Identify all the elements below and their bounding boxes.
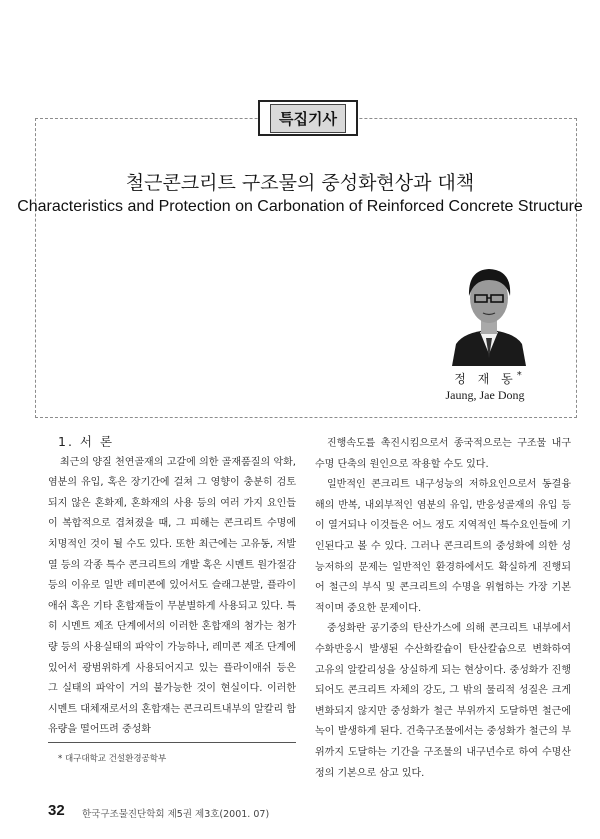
author-name-korean [430,370,550,387]
body-paragraph: 진행속도를 촉진시킴으로서 종국적으로는 구조물 내구수명 단축의 원인으로 작용할 수도 있다. [315,438,571,470]
body-paragraph: 중성화란 공기중의 탄산가스에 의해 콘크리트 내부에서 수화반응시 발생된 수산화칼슘이 탄산칼슘으로 변화하여 고유의 알칼리성을 상실하게 되는 현상이다. 중성화가 진행되어도 콘크리트 자체의 강도, 그 밖의 물리적 성질은 크게 변화되지 않지만 중성화가 철근 부위까지 도달하면 철근에 녹이 발생하게 된다. 건축구조물에서는 중성화가 철근의 부위까지 도달하는 기간을 구조물의 내구년수로 하여 수명산정의 기본으로 삼고 있다. [315,623,571,779]
author-name-korean-text: 정 재 동 [454,372,517,386]
footnote-divider [48,742,296,743]
footnote: * 대구대학교 건설환경공학부 [58,754,167,764]
body-paragraph: 최근의 양질 천연골재의 고갈에 의한 골재품질의 악화, 염분의 유입, 혹은 장기간에 걸쳐 그 영향이 충분히 검토되지 않은 혼화제, 혼화재의 사용 등의 여러 가지 요인들이 복합적으로 겹쳐졌을 때, 그 피해는 콘크리트 수명에 치명적인 것이 될 수도 있다. 또한 최근에는 고유동, 저발열 등의 각종 특수 콘크리트의 개발 혹은 시멘트 원가절감 등의 이유로 일반 레미콘에 있어서도 슬래그분말, 플라이애쉬 혹은 기타 혼합재들이 무분별하게 사용되고 있다. 특히 시멘트 제조 단계에서의 이러한 혼합재의 첨가는 첨가량 등의 사용실태의 파악이 가능하나, 레미콘 제조 단계에 있어서 광범위하게 사용되어지고 있는 플라이애쉬 등은 그 실태의 파악이 거의 불가능한 것이 현실이다. 이러한 시멘트 대체재로서의 혼합재는 콘크리트내부의 알칼리 함유량을 떨어뜨려 중성화 [48,456,296,736]
body-paragraph: 일반적인 콘크리트 내구성능의 저하요인으로서 동결융해의 반복, 내외부적인 염분의 유입, 반응성골재의 유입 등이 열거되나 이것들은 어느 정도 지역적인 특수요인들에 기인된다고 볼 수 있다. 그러나 콘크리트의 중성화에 의한 성능저하의 문제는 일반적인 환경하에서도 확실하게 진행되어 철근의 부식 및 콘크리트의 수명을 위협하는 가장 기본적이며 중요한 문제이다. [315,479,571,614]
article-title-english: Characteristics and Protection on Carbonation of Reinforced Concrete Structure [17,198,583,215]
journal-citation: 한국구조물진단학회 제5권 제3호(2001. 07) [82,809,270,820]
right-column [315,434,571,784]
article-title-korean: 철근콘크리트 구조물의 중성화현상과 대책 [125,172,475,194]
author-name-english: Jaung, Jae Dong [445,388,525,402]
section-heading: 1. 서 론 [58,434,115,449]
left-column [48,432,296,741]
author-photo [450,258,528,366]
page-number: 32 [48,802,65,819]
section-tag-label: 특집기사 [270,104,346,133]
author-mark: * [516,370,526,381]
section-tag [258,100,358,136]
